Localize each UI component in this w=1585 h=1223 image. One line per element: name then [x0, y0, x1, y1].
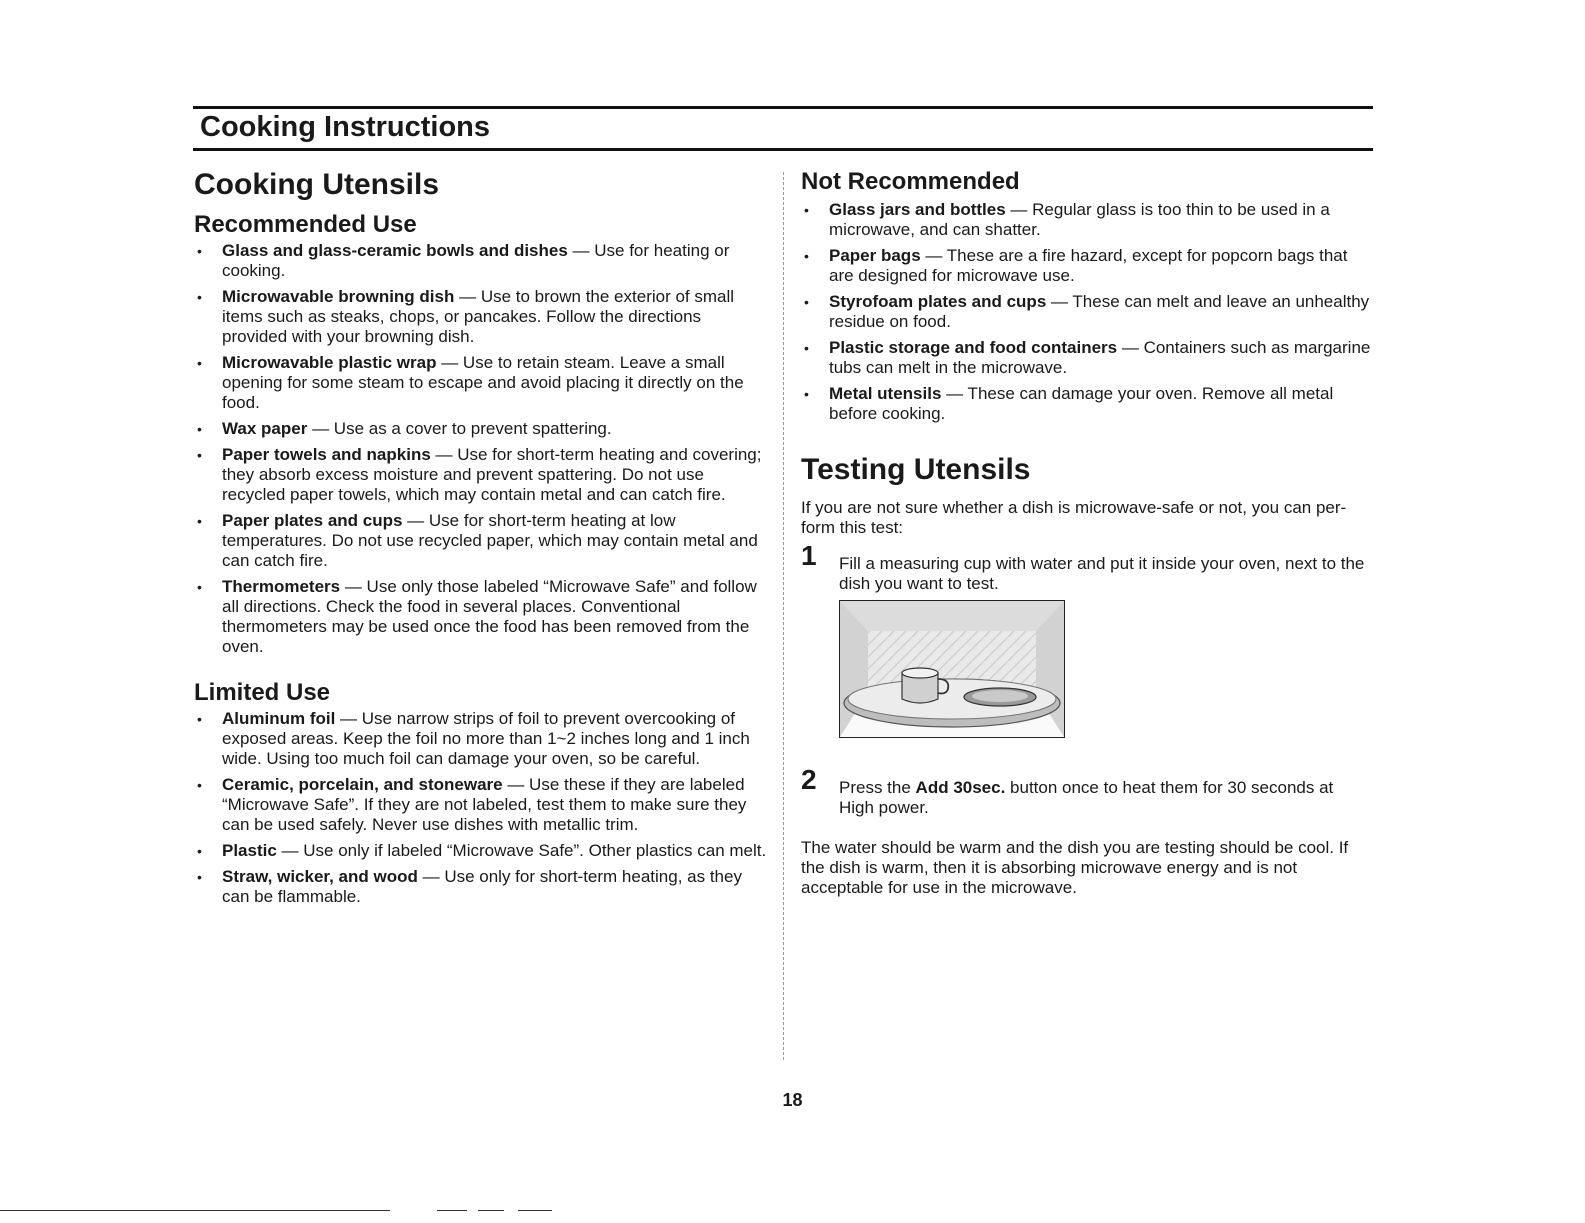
bullet-icon: •	[197, 421, 202, 437]
bullet-icon: •	[197, 289, 202, 305]
bullet-icon: •	[804, 248, 809, 264]
bullet-icon: •	[804, 386, 809, 402]
bullet-icon: •	[197, 843, 202, 859]
list-item: • Paper towels and napkins — Use for short-term heating and covering; they absorb excess moisture and prevent spattering. Do not use recycled paper towels, which may contain metal and can catch fire.	[197, 445, 762, 504]
list-item: • Paper plates and cups — Use for short-term heating at low temperatures. Do not use recycled paper, which may contain metal and can catch fire.	[197, 511, 758, 570]
section-title: Cooking Instructions	[200, 111, 490, 143]
left-column	[194, 165, 769, 913]
limited-use-heading: Limited Use	[194, 679, 331, 706]
list-item: • Wax paper — Use as a cover to prevent spattering.	[197, 419, 612, 438]
recommended-list	[194, 241, 769, 657]
bullet-icon: •	[197, 447, 202, 463]
list-item: • Styrofoam plates and cups — These can melt and leave an unhealthy residue on food.	[804, 292, 1370, 331]
recommended-use-heading: Recommended Use	[194, 211, 417, 238]
bullet-icon: •	[197, 243, 202, 259]
step-2: 2 Press the Add 30sec. button once to heat them for 30 seconds at High power.	[801, 764, 1334, 817]
bullet-icon: •	[197, 869, 202, 885]
list-item: • Paper bags — These are a fire hazard, except for popcorn bags that are designed for microwave use.	[804, 246, 1348, 285]
bullet-icon: •	[804, 294, 809, 310]
footer-rule	[518, 1210, 552, 1211]
not-recommended-list	[801, 200, 1371, 424]
cup-and-dish-icon	[840, 601, 1064, 737]
microwave-test-illustration	[839, 600, 1065, 738]
list-item: • Plastic — Use only if labeled “Microwave Safe”. Other plastics can melt.	[197, 841, 767, 860]
add-30sec-button-label: Add 30sec.	[915, 778, 1006, 797]
footer-rule	[437, 1210, 467, 1211]
testing-conclusion: The water should be warm and the dish you are testing should be cool. If the dish is warm, then it is absorbing microwave energy and is not acceptable for use in the microwave.	[801, 838, 1349, 897]
list-item: • Ceramic, porcelain, and stoneware — Use these if they are labeled “Microwave Safe”. If they are not labeled, test them to make sure they can be used safely. Never use dishes with metallic trim.	[197, 775, 747, 834]
list-item: • Thermometers — Use only those labeled “Microwave Safe” and follow all directions. Check the food in several places. Conventional thermometers may be used once the food has been removed from the oven.	[197, 577, 757, 656]
list-item: • Metal utensils — These can damage your oven. Remove all metal before cooking.	[804, 384, 1334, 423]
list-item: • Glass jars and bottles — Regular glass is too thin to be used in a microwave, and can shatter.	[804, 200, 1330, 239]
page-number: 18	[782, 1090, 803, 1110]
list-item: • Microwavable browning dish — Use to brown the exterior of small items such as steaks, chops, or pancakes. Follow the directions provided with your browning dish.	[197, 287, 735, 346]
right-column	[801, 165, 1371, 898]
step-text: Fill a measuring cup with water and put it inside your oven, next to the dish you want to test.	[839, 554, 1365, 593]
header-rule-bottom	[193, 148, 1373, 151]
bullet-icon: •	[197, 777, 202, 793]
not-recommended-heading: Not Recommended	[801, 168, 1020, 195]
step-number: 2	[801, 764, 817, 795]
footer-rule	[0, 1210, 390, 1211]
column-divider	[783, 172, 784, 1060]
bullet-icon: •	[197, 513, 202, 529]
bullet-icon: •	[804, 340, 809, 356]
list-item: • Straw, wicker, and wood — Use only for short-term heating, as they can be flammable.	[197, 867, 742, 906]
bullet-icon: •	[197, 711, 202, 727]
bullet-icon: •	[197, 355, 202, 371]
step-1	[801, 540, 1371, 594]
list-item: • Plastic storage and food containers — Containers such as margarine tubs can melt in the microwave.	[804, 338, 1371, 377]
footer-rule	[478, 1210, 504, 1211]
list-item: • Aluminum foil — Use narrow strips of foil to prevent overcooking of exposed areas. Keep the foil no more than 1~2 inches long and 1 inch wide. Using too much foil can damage your oven, so be careful.	[197, 709, 750, 768]
cooking-utensils-title: Cooking Utensils	[194, 168, 440, 201]
testing-intro: If you are not sure whether a dish is microwave-safe or not, you can per-form this test:	[801, 498, 1347, 537]
bullet-icon: •	[804, 202, 809, 218]
bullet-icon: •	[197, 579, 202, 595]
list-item: • Glass and glass-ceramic bowls and dishes — Use for heating or cooking.	[197, 241, 730, 280]
testing-utensils-title: Testing Utensils	[801, 453, 1031, 486]
step-number: 1	[801, 540, 817, 571]
list-item: • Microwavable plastic wrap — Use to retain steam. Leave a small opening for some steam to escape and avoid placing it directly on the food.	[197, 353, 744, 412]
limited-list	[194, 709, 769, 907]
